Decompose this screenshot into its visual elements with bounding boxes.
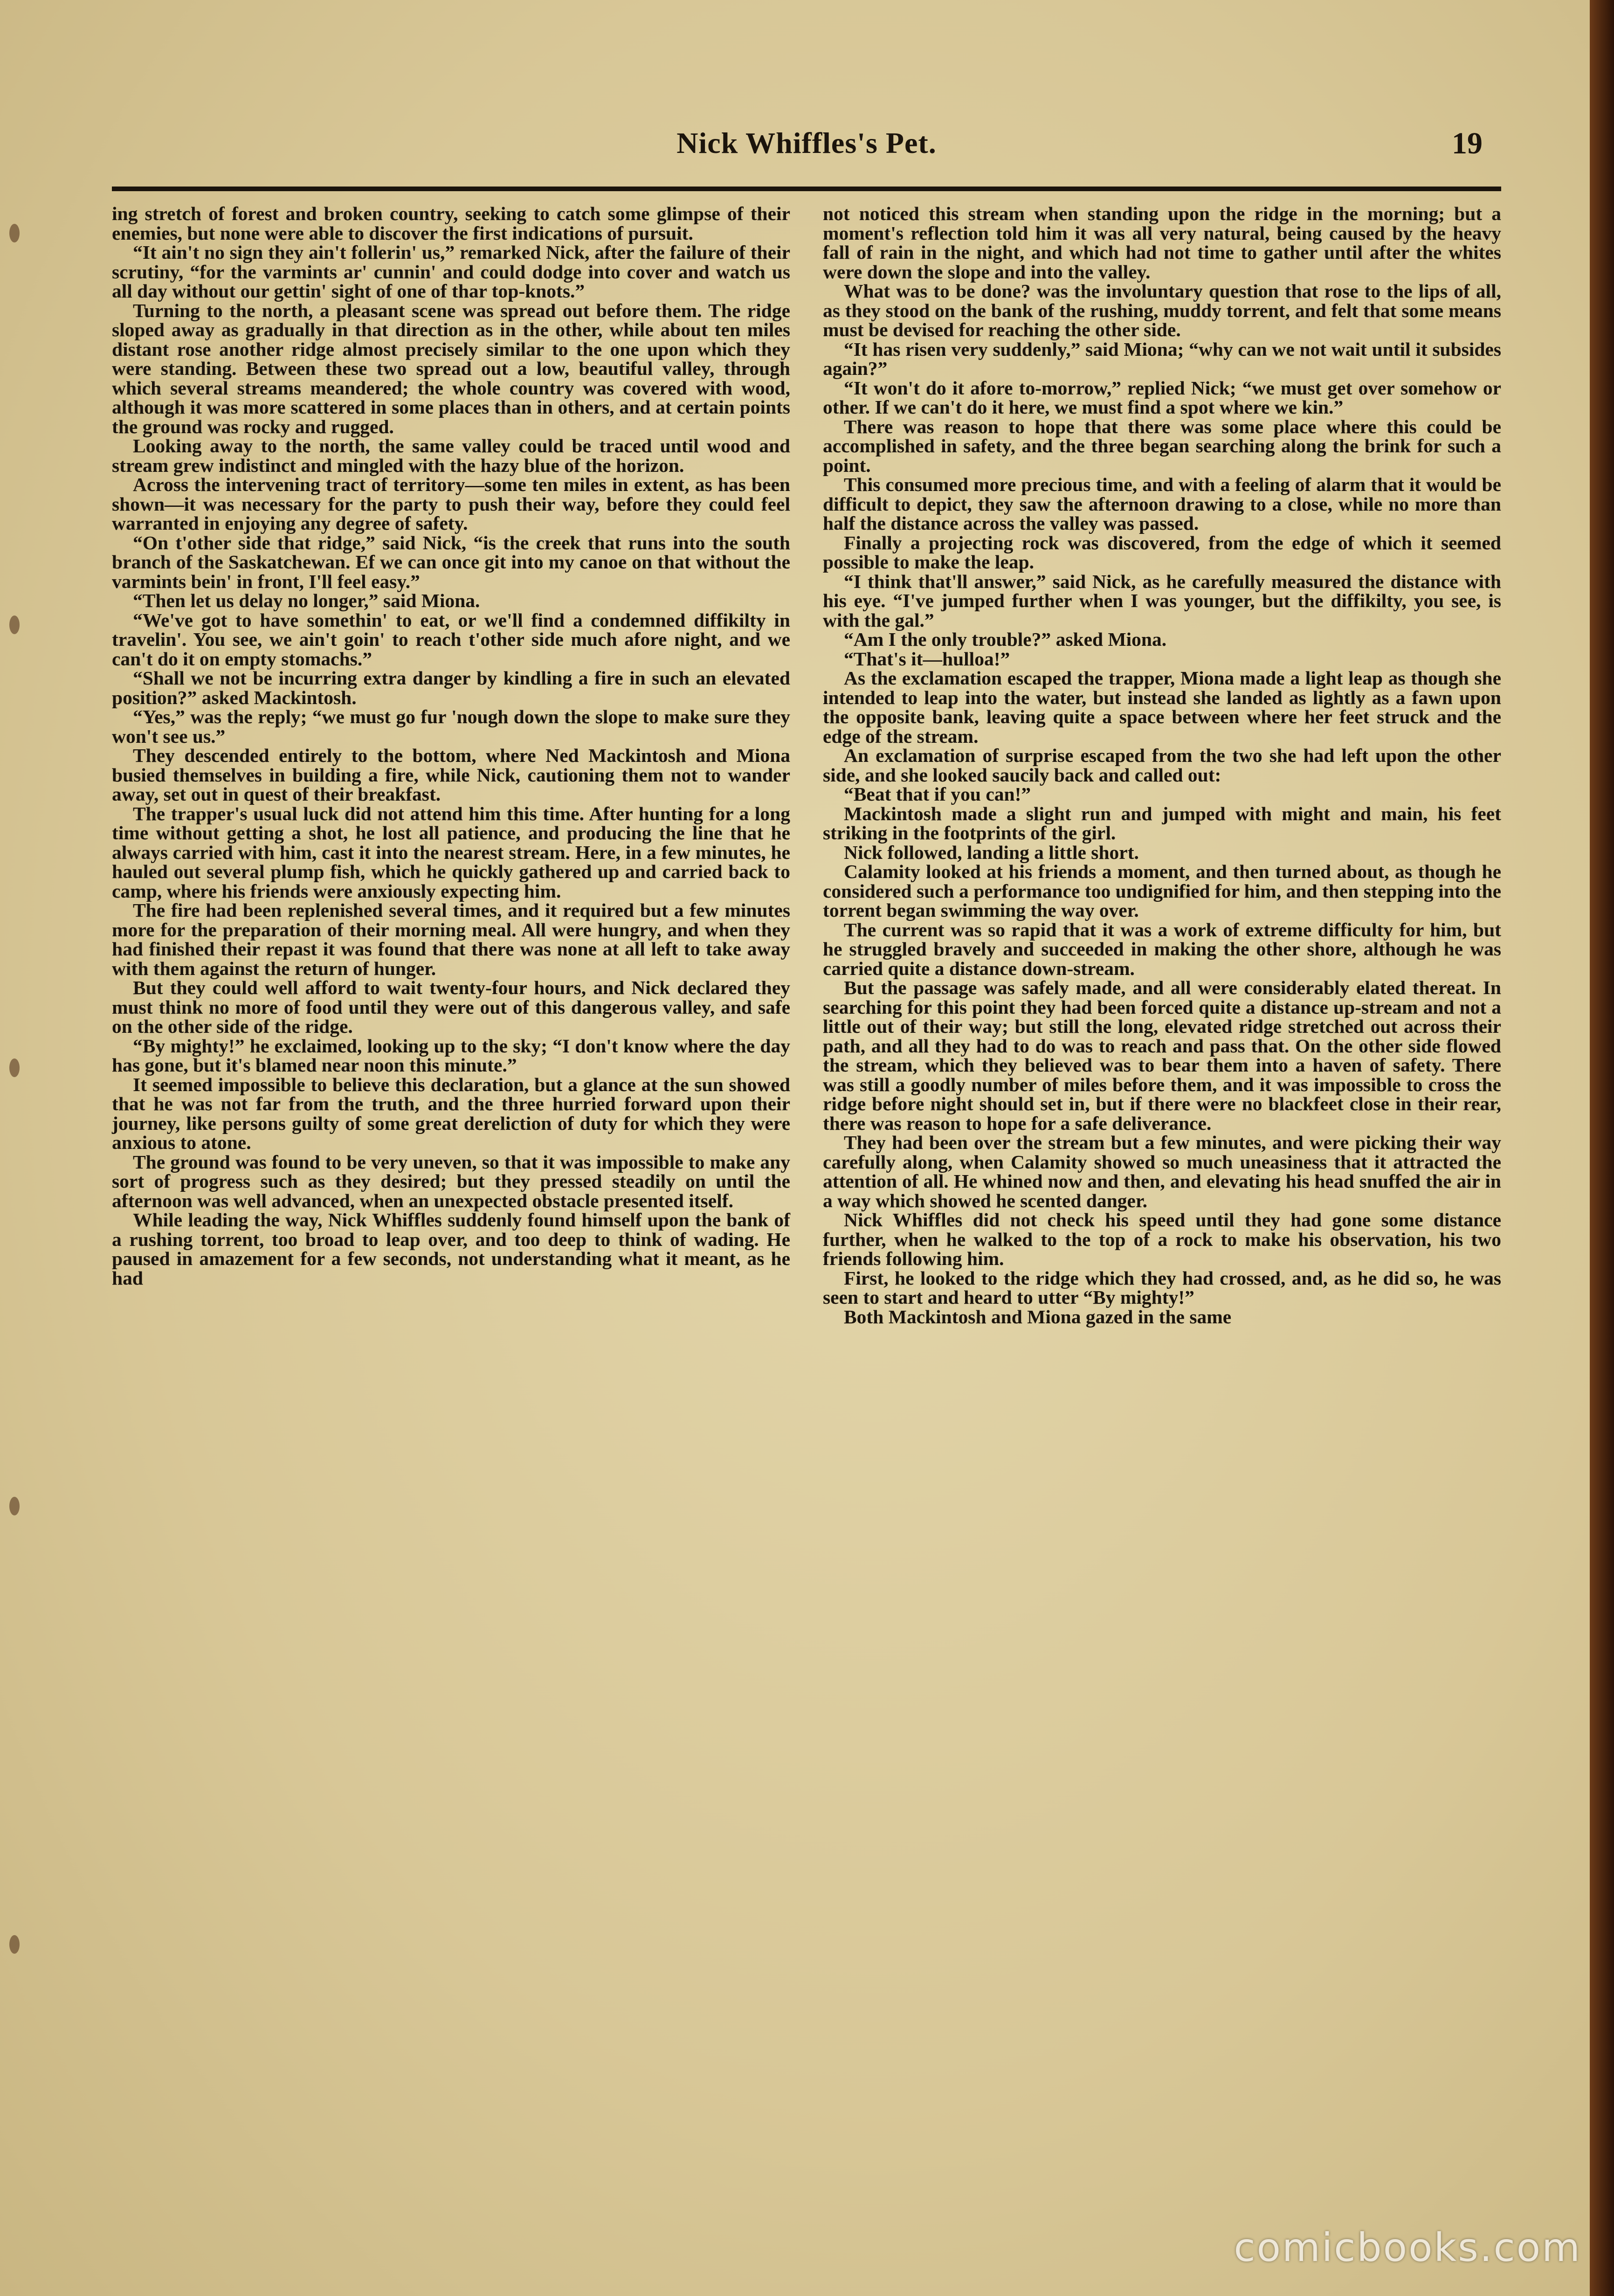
paragraph: not noticed this stream when standing upon the ridge in the morning; but a moment's reflection told him it was all very natural, being caused by the heavy fall of rain in the night, and which had not time to gather until after the whites were down the slope and into the valley. bbox=[823, 203, 1501, 283]
paragraph: Both Mackintosh and Miona gazed in the same bbox=[844, 1306, 1232, 1328]
watermark: comicbooks.com bbox=[1234, 2225, 1581, 2270]
paragraph: “I think that'll answer,” said Nick, as he carefully measured the distance with his eye. “I've jumped further when I was younger, but the diffikilty, you see, is with the gal.” bbox=[823, 570, 1501, 631]
paragraph: “That's it—hulloa!” bbox=[844, 648, 1010, 670]
paragraph: “Yes,” was the reply; “we must go fur 'nough down the slope to make sure they won't see us.” bbox=[112, 706, 790, 747]
page-header bbox=[112, 117, 1501, 187]
paragraph: “It won't do it afore to-morrow,” replied Nick; “we must get over somehow or other. If we can't do it here, we must find a spot where we kin.” bbox=[823, 377, 1501, 418]
right-column bbox=[823, 204, 1501, 1327]
paragraph: “It has risen very suddenly,” said Miona; “why can we not wait until it subsides again?” bbox=[823, 338, 1501, 379]
paragraph: Turning to the north, a pleasant scene was spread out before them. The ridge sloped away as gradually in that direction as in the other, while about ten miles distant rose another ridge almost precisely similar to the one upon which they were standing. Between these two spread out a low, beautiful valley, through which several streams meandered; the whole country was covered with wood, although it was more scattered in some places than in others, and at certain points the ground was rocky and rugged. bbox=[112, 299, 790, 437]
paragraph: Looking away to the north, the same valley could be traced until wood and stream grew indistinct and mingled with the hazy blue of the horizon. bbox=[112, 435, 790, 476]
paragraph: “Beat that if you can!” bbox=[844, 783, 1031, 805]
text-columns bbox=[112, 204, 1501, 1327]
paragraph: An exclamation of surprise escaped from the two she had left upon the other side, and she looked saucily back and called out: bbox=[823, 745, 1501, 786]
paragraph: “On t'other side that ridge,” said Nick, “is the creek that runs into the south branch of the Saskatchewan. Ef we can once git into my canoe on that without the varmints bein' in front, I'll feel easy.” bbox=[112, 532, 790, 592]
paragraph: “Shall we not be incurring extra danger by kindling a fire in such an elevated position?” asked Mackintosh. bbox=[112, 667, 790, 708]
binding-holes bbox=[9, 0, 23, 2296]
paragraph: It seemed impossible to believe this declaration, but a glance at the sun showed that he was not far from the truth, and the three hurried forward upon their journey, like persons guilty of some great dereliction of duty for which they were anxious to atone. bbox=[112, 1073, 790, 1153]
running-title: Nick Whiffles's Pet. bbox=[676, 126, 937, 159]
paragraph: “Then let us delay no longer,” said Miona. bbox=[133, 590, 480, 611]
paragraph: “By mighty!” he exclaimed, looking up to the sky; “I don't know where the day has gone, but it's blamed near noon this minute.” bbox=[112, 1035, 790, 1076]
paragraph: Nick Whiffles did not check his speed until they had gone some distance further, when he walked to the top of a rock to make his observation, his two friends following him. bbox=[823, 1209, 1501, 1269]
paragraph: But the passage was safely made, and all were considerably elated thereat. In searching for this point they had been forced quite a distance up-stream and not a little out of their way; but still the long, elevated ridge stretched out across their path, and all they had to do was to reach and pass that. On the other side flowed the stream, which they believed was to bear them into a haven of safety. There was still a goodly number of miles before them, and it was impossible to cross the ridge before night should set in, but if there were no blackfeet close in their rear, there was reason to hope for a safe deliverance. bbox=[823, 977, 1501, 1134]
paragraph: The fire had been replenished several times, and it required but a few minutes more for the preparation of their morning meal. All were hungry, and when they had finished their repast it was found that there was none at all left to take away with them against the return of hunger. bbox=[112, 899, 790, 979]
paragraph: Across the intervening tract of territory—some ten miles in extent, as has been shown—it was necessary for the party to push their way, before they could feel warranted in enjoying any degree of safety. bbox=[112, 474, 790, 534]
paragraph: Mackintosh made a slight run and jumped with might and main, his feet striking in the footprints of the girl. bbox=[823, 802, 1501, 844]
paragraph: There was reason to hope that there was some place where this could be accomplished in safety, and the three began searching along the brink for such a point. bbox=[823, 415, 1501, 476]
paragraph: “We've got to have somethin' to eat, or we'll find a condemned diffikilty in travelin'. You see, we ain't goin' to reach t'other side much afore night, and we can't do it on empty stomachs.” bbox=[112, 609, 790, 670]
paragraph: Calamity looked at his friends a moment, and then turned about, as though he considered such a performance too undignified for him, and then stepping into the torrent began swimming the way over. bbox=[823, 861, 1501, 921]
paragraph: This consumed more precious time, and with a feeling of alarm that it would be difficult to depict, they saw the afternoon drawing to a close, while no more than half the distance across the valley was passed. bbox=[823, 474, 1501, 534]
left-column bbox=[112, 204, 790, 1327]
page-edge bbox=[1590, 0, 1614, 2296]
paragraph: “It ain't no sign they ain't follerin' us,” remarked Nick, after the failure of their scrutiny, “for the varmints ar' cunnin' and could dodge into cover and watch us all day without our gettin' sight of one of thar top-knots.” bbox=[112, 242, 790, 302]
paragraph: The ground was found to be very uneven, so that it was impossible to make any sort of progress such as they desired; but they pressed steadily on until the afternoon was well advanced, when an unexpected obstacle presented itself. bbox=[112, 1151, 790, 1211]
paragraph: They descended entirely to the bottom, where Ned Mackintosh and Miona busied themselves in building a fire, while Nick, cautioning them not to wander away, set out in quest of their breakfast. bbox=[112, 745, 790, 805]
paragraph: Finally a projecting rock was discovered, from the edge of which it seemed possible to make the leap. bbox=[823, 532, 1501, 573]
paragraph: The trapper's usual luck did not attend him this time. After hunting for a long time without getting a shot, he lost all patience, and producing the line that he always carried with him, cast it into the nearest stream. Here, in a few minutes, he hauled out several plump fish, which he quickly gathered up and carried back to camp, where his friends were anxiously expecting him. bbox=[112, 802, 790, 902]
paragraph: The current was so rapid that it was a work of extreme difficulty for him, but he struggled bravely and succeeded in making the other shore, although he was carried quite a distance down-stream. bbox=[823, 919, 1501, 979]
paragraph: Nick followed, landing a little short. bbox=[844, 841, 1139, 863]
header-rule bbox=[112, 187, 1501, 191]
paragraph: What was to be done? was the involuntary question that rose to the lips of all, as they stood on the bank of the rushing, muddy torrent, and felt that some means must be devised for reaching the other side. bbox=[823, 280, 1501, 340]
paragraph: They had been over the stream but a few minutes, and were picking their way carefully along, when Calamity showed so much uneasiness that it attracted the attention of all. He whined now and then, and elevating his head snuffed the air in a way which showed he scented danger. bbox=[823, 1132, 1501, 1211]
paragraph: While leading the way, Nick Whiffles suddenly found himself upon the bank of a rushing torrent, too broad to leap over, and too deep to think of wading. He paused in amazement for a few seconds, not understanding what it meant, as he had bbox=[112, 1209, 790, 1289]
paragraph: But they could well afford to wait twenty-four hours, and Nick declared they must think no more of food until they were out of this dangerous valley, and safe on the other side of the ridge. bbox=[112, 977, 790, 1037]
paragraph: “Am I the only trouble?” asked Miona. bbox=[844, 629, 1167, 650]
paragraph: As the exclamation escaped the trapper, Miona made a light leap as though she intended to leap into the water, but instead she landed as lightly as a fawn upon the opposite bank, leaving quite a space between where her feet struck and the edge of the stream. bbox=[823, 667, 1501, 747]
paragraph: First, he looked to the ridge which they had crossed, and, as he did so, he was seen to start and heard to utter “By mighty!” bbox=[823, 1267, 1501, 1308]
page-number: 19 bbox=[1452, 126, 1483, 160]
paragraph: ing stretch of forest and broken country, seeking to catch some glimpse of their enemies, but none were able to discover the first indications of pursuit. bbox=[112, 203, 790, 244]
